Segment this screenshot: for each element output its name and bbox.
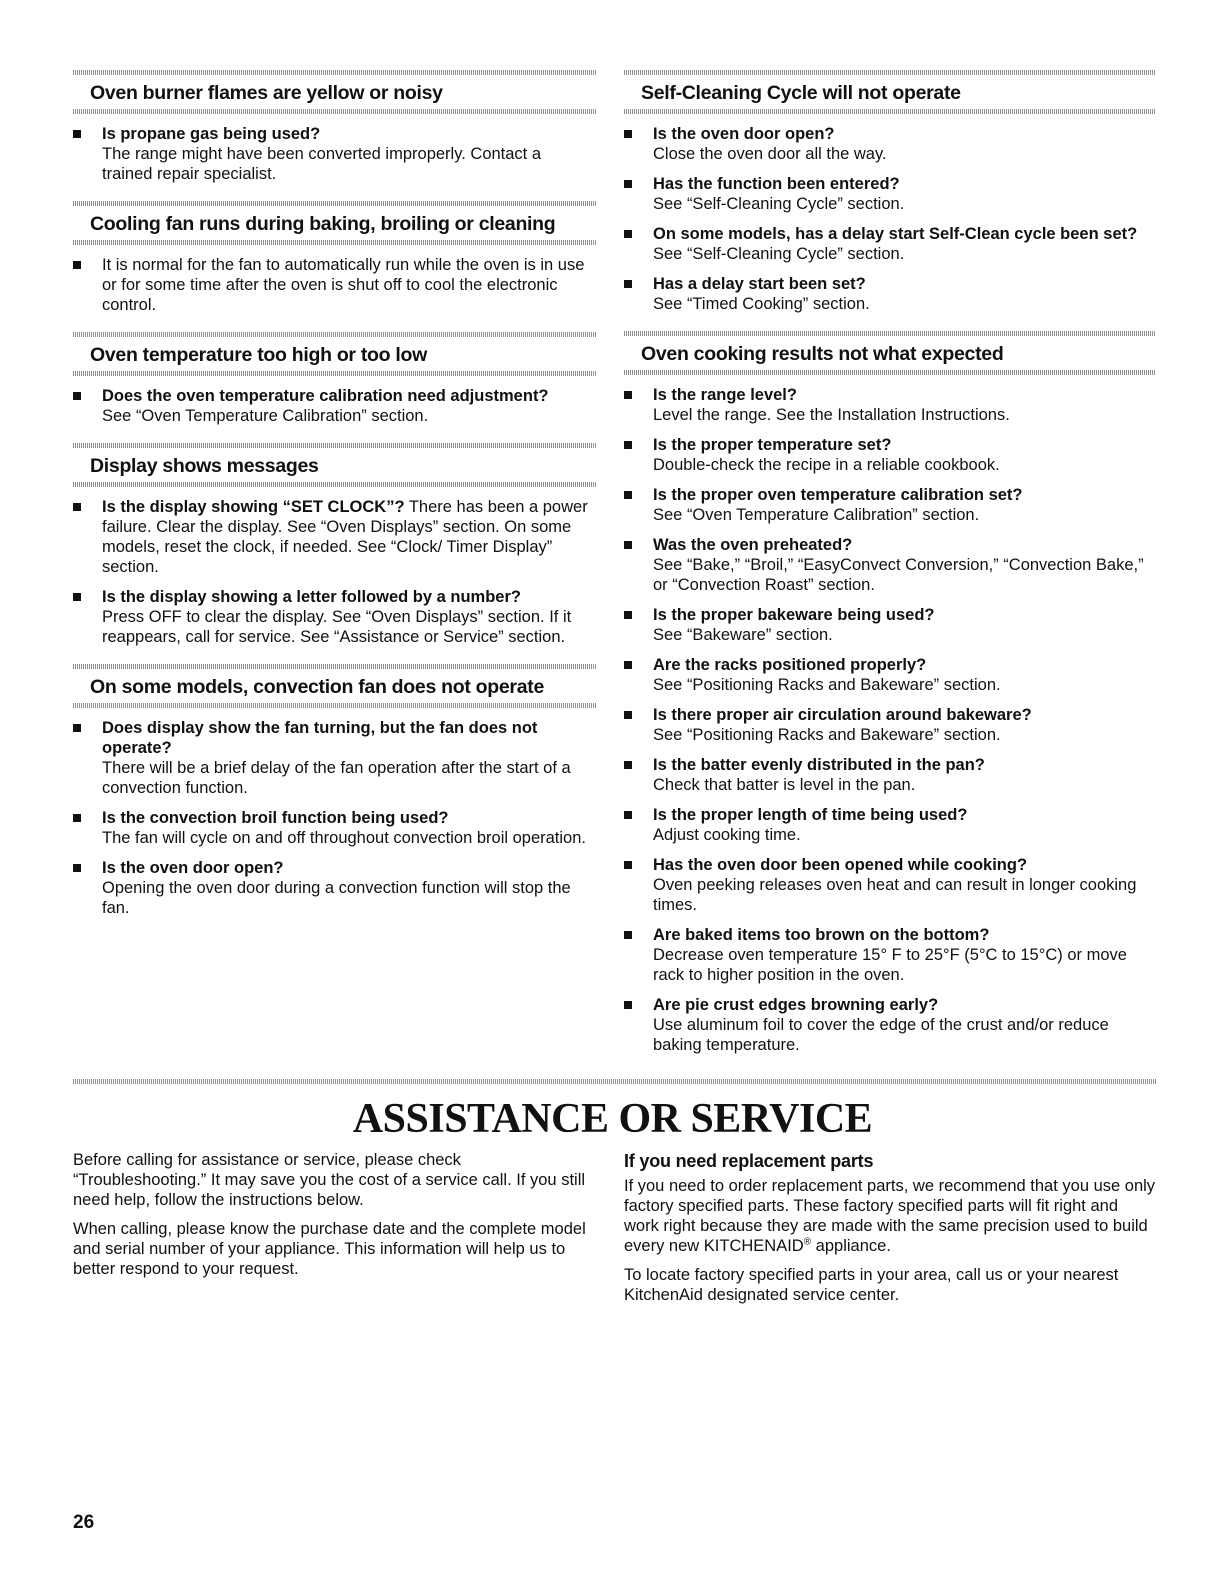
answer-text: Use aluminum foil to cover the edge of the crust and/or reduce baking temperature. <box>653 1016 1109 1054</box>
list-item <box>624 705 1156 745</box>
square-bullet-icon <box>73 392 81 400</box>
troubleshooting-section <box>73 664 596 918</box>
replacement-parts-paragraph <box>624 1176 1156 1256</box>
answer-text: See “Bake,” “Broil,” “EasyConvect Conversion,” “Convection Bake,” or “Convection Roast” section. <box>653 556 1144 594</box>
section-header <box>624 331 1156 375</box>
square-bullet-icon <box>624 180 632 188</box>
question-text: Does the oven temperature calibration need adjustment? <box>102 387 549 405</box>
answer-text: There will be a brief delay of the fan operation after the start of a convection function. <box>102 759 571 797</box>
service-intro <box>73 1150 596 1288</box>
answer-text: See “Self-Cleaning Cycle” section. <box>653 245 905 263</box>
answer-text: Check that batter is level in the pan. <box>653 776 916 794</box>
section-title: Self-Cleaning Cycle will not operate <box>641 82 961 104</box>
question-text: Is the oven door open? <box>653 125 835 143</box>
list-item <box>73 858 596 918</box>
answer-text: Double-check the recipe in a reliable cookbook. <box>653 456 1000 474</box>
question-text: Is propane gas being used? <box>102 125 321 143</box>
answer-text: See “Oven Temperature Calibration” section. <box>102 407 429 425</box>
list-item <box>624 485 1156 525</box>
answer-text: See “Self-Cleaning Cycle” section. <box>653 195 905 213</box>
answer-text: See “Positioning Racks and Bakeware” section. <box>653 676 1001 694</box>
answer-text: Decrease oven temperature 15° F to 25°F (5°C to 15°C) or move rack to higher position in the oven. <box>653 946 1127 984</box>
section-header <box>73 664 596 708</box>
square-bullet-icon <box>624 280 632 288</box>
square-bullet-icon <box>624 861 632 869</box>
list-item <box>624 805 1156 845</box>
list-item <box>624 274 1156 314</box>
question-text: Is the batter evenly distributed in the pan? <box>653 756 985 774</box>
square-bullet-icon <box>73 724 81 732</box>
question-text: Was the oven preheated? <box>653 536 853 554</box>
replacement-parts-paragraph: To locate factory specified parts in your area, call us or your nearest KitchenAid designated service center. <box>624 1266 1119 1304</box>
parts-text: appliance. <box>811 1237 891 1255</box>
answer-text: There has been a power failure. Clear the display. See “Oven Displays” section. On some models, reset the clock, if needed. See “Clock/ Timer Display” section. <box>102 498 588 576</box>
square-bullet-icon <box>73 261 81 269</box>
list-item <box>73 587 596 647</box>
question-text: Has a delay start been set? <box>653 275 866 293</box>
list-item <box>73 386 596 426</box>
question-text: Is the display showing a letter followed by a number? <box>102 588 521 606</box>
list-item <box>73 255 596 315</box>
section-title: Display shows messages <box>90 455 319 477</box>
list-item <box>624 385 1156 425</box>
list-item <box>624 855 1156 915</box>
question-text: Is the oven door open? <box>102 859 284 877</box>
question-text: Has the oven door been opened while cooking? <box>653 856 1028 874</box>
answer-text: See “Bakeware” section. <box>653 626 833 644</box>
section-header <box>624 70 1156 114</box>
section-header <box>73 201 596 245</box>
section-header <box>73 332 596 376</box>
square-bullet-icon <box>73 814 81 822</box>
square-bullet-icon <box>624 441 632 449</box>
list-item <box>73 497 596 577</box>
answer-text: Press OFF to clear the display. See “Oven Displays” section. If it reappears, call for service. See “Assistance or Service” section. <box>102 608 572 646</box>
answer-text: See “Oven Temperature Calibration” section. <box>653 506 980 524</box>
answer-text: Close the oven door all the way. <box>653 145 887 163</box>
square-bullet-icon <box>624 931 632 939</box>
section-title: Oven cooking results not what expected <box>641 343 1004 365</box>
list-item <box>624 535 1156 595</box>
question-text: Is the proper bakeware being used? <box>653 606 935 624</box>
answer-text: Opening the oven door during a convection function will stop the fan. <box>102 879 571 917</box>
square-bullet-icon <box>73 130 81 138</box>
question-text: Does display show the fan turning, but the fan does not operate? <box>102 719 538 757</box>
answer-text: Oven peeking releases oven heat and can result in longer cooking times. <box>653 876 1137 914</box>
list-item <box>624 655 1156 695</box>
answer-text: Adjust cooking time. <box>653 826 801 844</box>
registered-mark: ® <box>803 1236 812 1248</box>
question-text: Are pie crust edges browning early? <box>653 996 939 1014</box>
question-text: Is there proper air circulation around bakeware? <box>653 706 1032 724</box>
replacement-parts <box>624 1150 1156 1314</box>
square-bullet-icon <box>624 811 632 819</box>
square-bullet-icon <box>624 611 632 619</box>
question-text: Is the range level? <box>653 386 797 404</box>
right-column <box>624 70 1156 1065</box>
question-text: Is the convection broil function being used? <box>102 809 449 827</box>
list-item <box>73 718 596 798</box>
service-intro-paragraph: When calling, please know the purchase date and the complete model and serial number of your appliance. This information will help us to better respond to your request. <box>73 1220 586 1278</box>
list-item <box>624 224 1156 264</box>
list-item <box>73 124 596 184</box>
left-column <box>73 70 596 928</box>
troubleshooting-section <box>73 332 596 426</box>
question-text: Are baked items too brown on the bottom? <box>653 926 990 944</box>
square-bullet-icon <box>624 491 632 499</box>
square-bullet-icon <box>624 391 632 399</box>
question-text: Is the display showing “SET CLOCK”? <box>102 498 405 516</box>
question-text: Is the proper length of time being used? <box>653 806 968 824</box>
square-bullet-icon <box>624 711 632 719</box>
square-bullet-icon <box>624 761 632 769</box>
square-bullet-icon <box>624 230 632 238</box>
list-item <box>624 755 1156 795</box>
question-text: Is the proper temperature set? <box>653 436 892 454</box>
page-number: 26 <box>73 1512 95 1533</box>
list-item <box>624 925 1156 985</box>
list-item <box>624 124 1156 164</box>
question-text: On some models, has a delay start Self-Clean cycle been set? <box>653 225 1138 243</box>
square-bullet-icon <box>73 864 81 872</box>
troubleshooting-section <box>73 443 596 647</box>
section-title: Oven temperature too high or too low <box>90 344 427 366</box>
square-bullet-icon <box>73 503 81 511</box>
list-item <box>624 995 1156 1055</box>
square-bullet-icon <box>624 130 632 138</box>
replacement-parts-heading: If you need replacement parts <box>624 1151 874 1171</box>
list-item <box>624 435 1156 475</box>
question-text: Has the function been entered? <box>653 175 900 193</box>
section-header <box>73 70 596 114</box>
list-item <box>624 174 1156 214</box>
answer-text: See “Positioning Racks and Bakeware” section. <box>653 726 1001 744</box>
section-title: On some models, convection fan does not operate <box>90 676 544 698</box>
section-header <box>73 443 596 487</box>
square-bullet-icon <box>624 1001 632 1009</box>
troubleshooting-section <box>73 201 596 315</box>
parts-text: If you need to order replacement parts, we recommend that you use only factory specified parts. These factory specified parts will fit right and work right because they are made with the same precision used to build every new KITCHENAID <box>624 1177 1156 1255</box>
section-divider <box>73 1079 1156 1084</box>
square-bullet-icon <box>624 661 632 669</box>
troubleshooting-section <box>73 70 596 184</box>
answer-text: It is normal for the fan to automatically run while the oven is in use or for some time after the oven is shut off to cool the electronic control. <box>102 256 585 314</box>
list-item <box>73 808 596 848</box>
question-text: Are the racks positioned properly? <box>653 656 927 674</box>
square-bullet-icon <box>624 541 632 549</box>
troubleshooting-section <box>624 70 1156 314</box>
list-item <box>624 605 1156 645</box>
troubleshooting-section <box>624 331 1156 1055</box>
answer-text: The fan will cycle on and off throughout convection broil operation. <box>102 829 586 847</box>
section-title: Oven burner flames are yellow or noisy <box>90 82 443 104</box>
section-title: Cooling fan runs during baking, broiling or cleaning <box>90 213 556 235</box>
page-title: ASSISTANCE OR SERVICE <box>352 1096 873 1142</box>
square-bullet-icon <box>73 593 81 601</box>
question-text: Is the proper oven temperature calibration set? <box>653 486 1023 504</box>
service-intro-paragraph: Before calling for assistance or service, please check “Troubleshooting.” It may save you the cost of a service call. If you still need help, follow the instructions below. <box>73 1151 586 1209</box>
answer-text: See “Timed Cooking” section. <box>653 295 870 313</box>
answer-text: The range might have been converted improperly. Contact a trained repair specialist. <box>102 145 542 183</box>
answer-text: Level the range. See the Installation Instructions. <box>653 406 1010 424</box>
